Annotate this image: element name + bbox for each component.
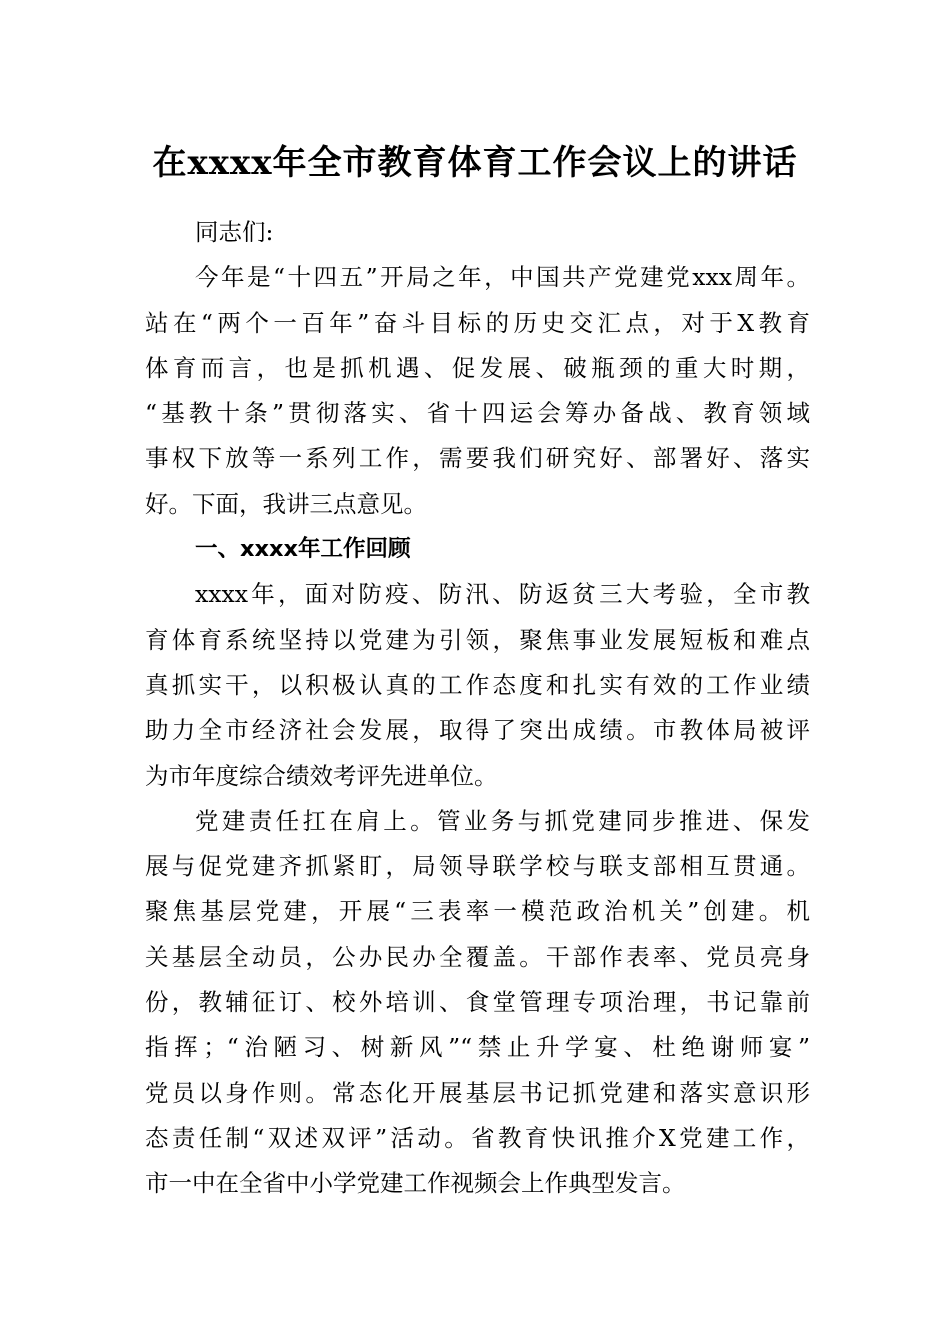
- paragraph-line: 党员以身作则。常态化开展基层书记抓党建和落实意识形: [145, 1078, 810, 1107]
- paragraph-line: 展与促党建齐抓紧盯，局领导联学校与联支部相互贯通。: [145, 852, 810, 881]
- document-body: [145, 210, 810, 1207]
- paragraph-line: 份，教辅征订、校外培训、食堂管理专项治理，书记靠前: [145, 988, 810, 1017]
- paragraph-line: 关基层全动员，公办民办全覆盖。干部作表率、党员亮身: [145, 942, 810, 971]
- paragraph-line: 真抓实干，以积极认真的工作态度和扎实有效的工作业绩: [145, 670, 810, 699]
- paragraph-line: 为市年度综合绩效考评先进单位。: [145, 761, 498, 790]
- paragraph-line: 党建责任扛在肩上。管业务与抓党建同步推进、保发: [195, 806, 810, 835]
- paragraph-line: “基教十条”贯彻落实、省十四运会筹办备战、教育领域: [145, 399, 810, 428]
- paragraph-line: 聚焦基层党建，开展“三表率一模范政治机关”创建。机: [145, 897, 810, 926]
- paragraph-line: 好。下面，我讲三点意见。: [145, 489, 427, 518]
- paragraph-line: 事权下放等一系列工作，需要我们研究好、部署好、落实: [145, 444, 810, 473]
- document-title: 在xxxx年全市教育体育工作会议上的讲话: [152, 143, 798, 183]
- paragraph-line: 态责任制“双述双评”活动。省教育快讯推介X党建工作，: [145, 1123, 810, 1152]
- paragraph-line: 今年是“十四五”开局之年，中国共产党建党xxx周年。: [195, 263, 810, 292]
- paragraph-line: 市一中在全省中小学党建工作视频会上作典型发言。: [145, 1169, 686, 1198]
- paragraph-line: 育体育系统坚持以党建为引领，聚焦事业发展短板和难点: [145, 625, 810, 654]
- paragraph-line: 指挥；“治陋习、树新风”“禁止升学宴、杜绝谢师宴”: [145, 1033, 810, 1062]
- salutation: 同志们:: [195, 218, 274, 246]
- paragraph-line: 助力全市经济社会发展，取得了突出成绩。市教体局被评: [145, 716, 810, 745]
- paragraph-line: 体育而言，也是抓机遇、促发展、破瓶颈的重大时期，: [145, 353, 810, 382]
- section-heading: 一、xxxx年工作回顾: [195, 536, 411, 563]
- paragraph-line: xxxx年，面对防疫、防汛、防返贫三大考验，全市教: [195, 580, 810, 609]
- paragraph-line: 站在“两个一百年”奋斗目标的历史交汇点，对于X教育: [145, 308, 810, 337]
